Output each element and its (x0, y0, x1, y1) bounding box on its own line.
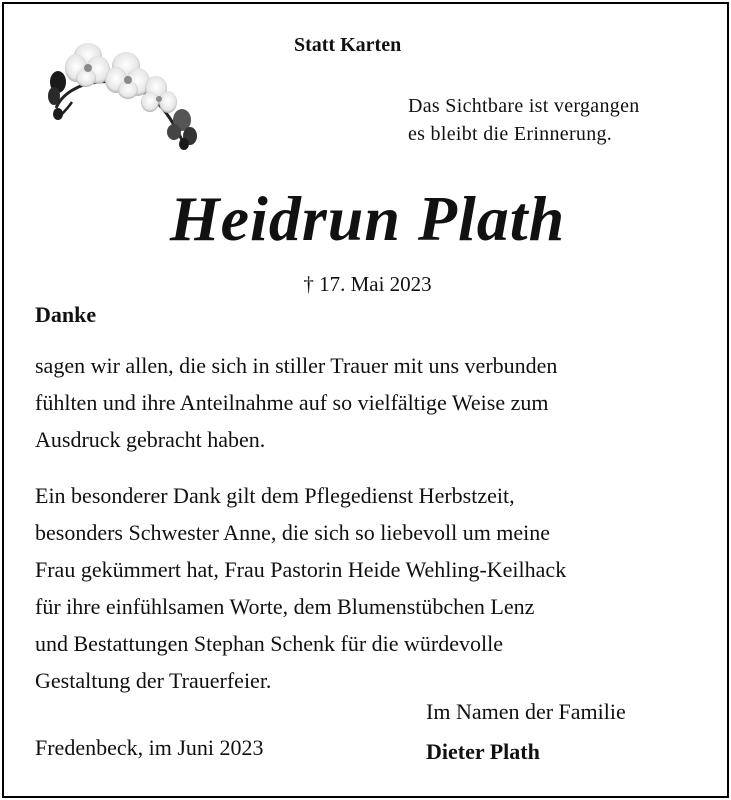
text-line: fühlten und ihre Anteilnahme auf so vielfältige Weise zum (35, 390, 549, 415)
text-line: Frau gekümmert hat, Frau Pastorin Heide Wehling-Keilhack (35, 557, 567, 582)
header-title: Statt Karten (294, 34, 402, 56)
motto-quote (408, 92, 640, 148)
deceased-name: Heidrun Plath (169, 183, 566, 254)
orchid-image (42, 36, 207, 166)
text-line: besonders Schwester Anne, die sich so liebevoll um meine (35, 520, 551, 545)
thanks-paragraph (35, 347, 715, 458)
motto-line: es bleibt die Erinnerung. (408, 123, 613, 145)
text-line: Ausdruck gebracht haben. (35, 427, 266, 452)
text-line: sagen wir allen, die sich in stiller Trauer mit uns verbunden (35, 353, 558, 378)
obituary-card (2, 2, 729, 798)
place-date: Fredenbeck, im Juni 2023 (35, 735, 264, 760)
text-line: Gestaltung der Trauerfeier. (35, 668, 272, 693)
special-thanks-paragraph (35, 477, 715, 699)
signoff (426, 692, 626, 772)
thanks-heading: Danke (35, 302, 97, 327)
signer-name: Dieter Plath (426, 739, 540, 764)
text-line: Ein besonderer Dank gilt dem Pflegedienst Herbstzeit, (35, 483, 515, 508)
death-date: † 17. Mai 2023 (303, 272, 432, 296)
text-line: und Bestattungen Stephan Schenk für die würdevolle (35, 631, 504, 656)
text-line: für ihre einfühlsamen Worte, dem Blumenstübchen Lenz (35, 594, 535, 619)
signoff-line: Im Namen der Familie (426, 699, 626, 724)
motto-line: Das Sichtbare ist vergangen (408, 95, 640, 117)
